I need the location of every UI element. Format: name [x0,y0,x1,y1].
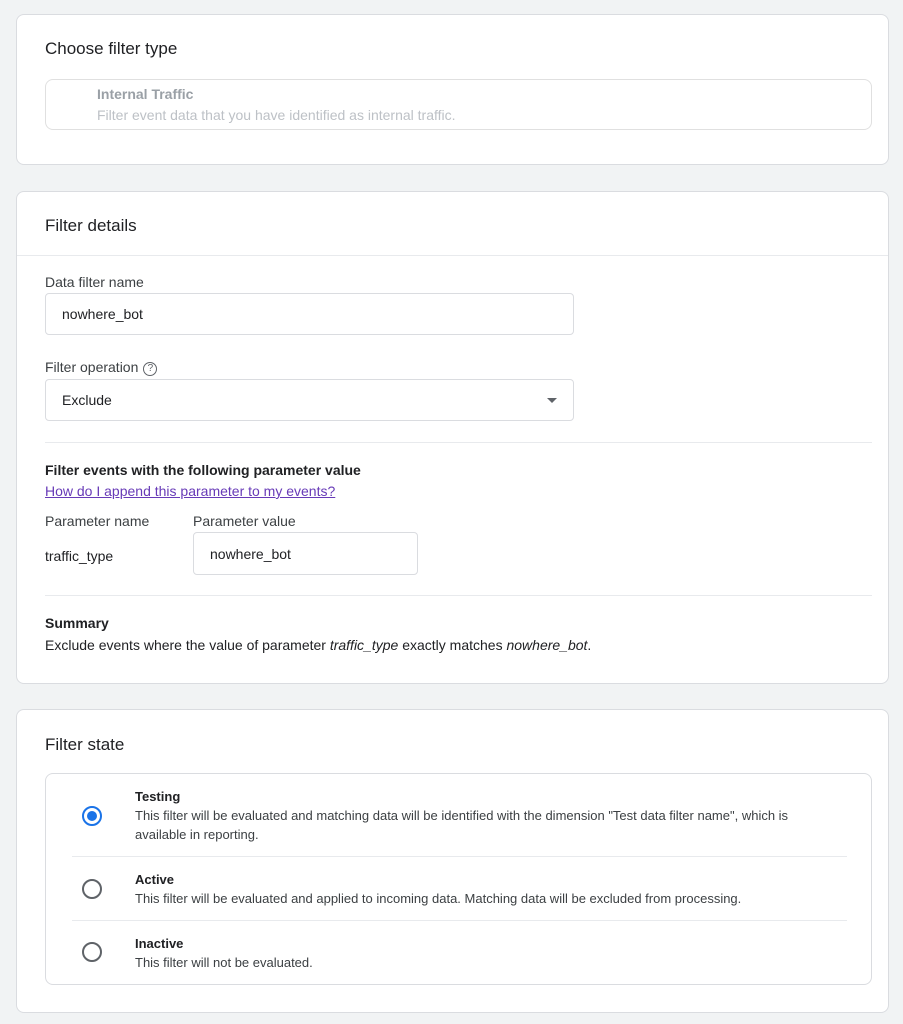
testing-title: Testing [135,789,181,804]
filter-type-option[interactable] [45,79,872,130]
summary-title: Summary [45,615,109,631]
filter-operation-value: Exclude [62,392,112,408]
summary-divider [45,595,872,596]
testing-description: This filter will be evaluated and matching data will be identified with the dimension "Test data filter name", which is available in reporting. [135,808,789,842]
testing-radio[interactable] [82,806,102,826]
section-divider [45,442,872,443]
append-parameter-help-link[interactable]: How do I append this parameter to my events? [45,483,336,499]
filter-type-description: Filter event data that you have identified as internal traffic. [97,107,456,123]
filter-state-card [16,709,889,1013]
inactive-radio[interactable] [82,942,102,962]
filter-details-card [16,191,889,684]
header-divider [17,255,888,256]
parameter-section-title: Filter events with the following parameter value [45,462,361,478]
state-option-active[interactable] [46,857,871,921]
active-title: Active [135,872,175,887]
summary-text [45,637,591,653]
filter-type-name: Internal Traffic [97,86,194,102]
data-filter-name-input[interactable] [45,293,574,335]
filter-state-title: Filter state [45,735,125,754]
parameter-name-value: traffic_type [45,548,114,564]
filter-operation-select[interactable] [45,379,574,421]
help-circle-icon[interactable]: ? [143,362,157,376]
summary-middle: exactly matches [398,637,507,653]
state-option-inactive[interactable] [46,921,871,985]
summary-prefix: Exclude events where the value of parameter [45,637,330,653]
summary-param: traffic_type [329,637,399,653]
active-radio[interactable] [82,879,102,899]
filter-type-card [16,14,889,165]
parameter-name-header: Parameter name [45,513,150,529]
parameter-value-header: Parameter value [193,513,296,529]
inactive-title: Inactive [135,936,184,951]
state-option-testing[interactable] [46,774,871,857]
active-description: This filter will be evaluated and applied to incoming data. Matching data will be excluded from processing. [135,891,742,906]
inactive-description: This filter will not be evaluated. [135,955,313,970]
filter-details-title: Filter details [45,216,137,235]
parameter-value-input[interactable] [193,532,418,575]
caret-down-icon [547,398,557,403]
summary-suffix: . [587,637,592,653]
filter-type-title: Choose filter type [45,39,178,58]
summary-value: nowhere_bot [506,637,588,653]
filter-operation-label-text: Filter operation [45,359,139,375]
filter-state-options [45,773,872,985]
data-filter-name-label: Data filter name [45,274,144,290]
filter-operation-label [45,359,157,376]
